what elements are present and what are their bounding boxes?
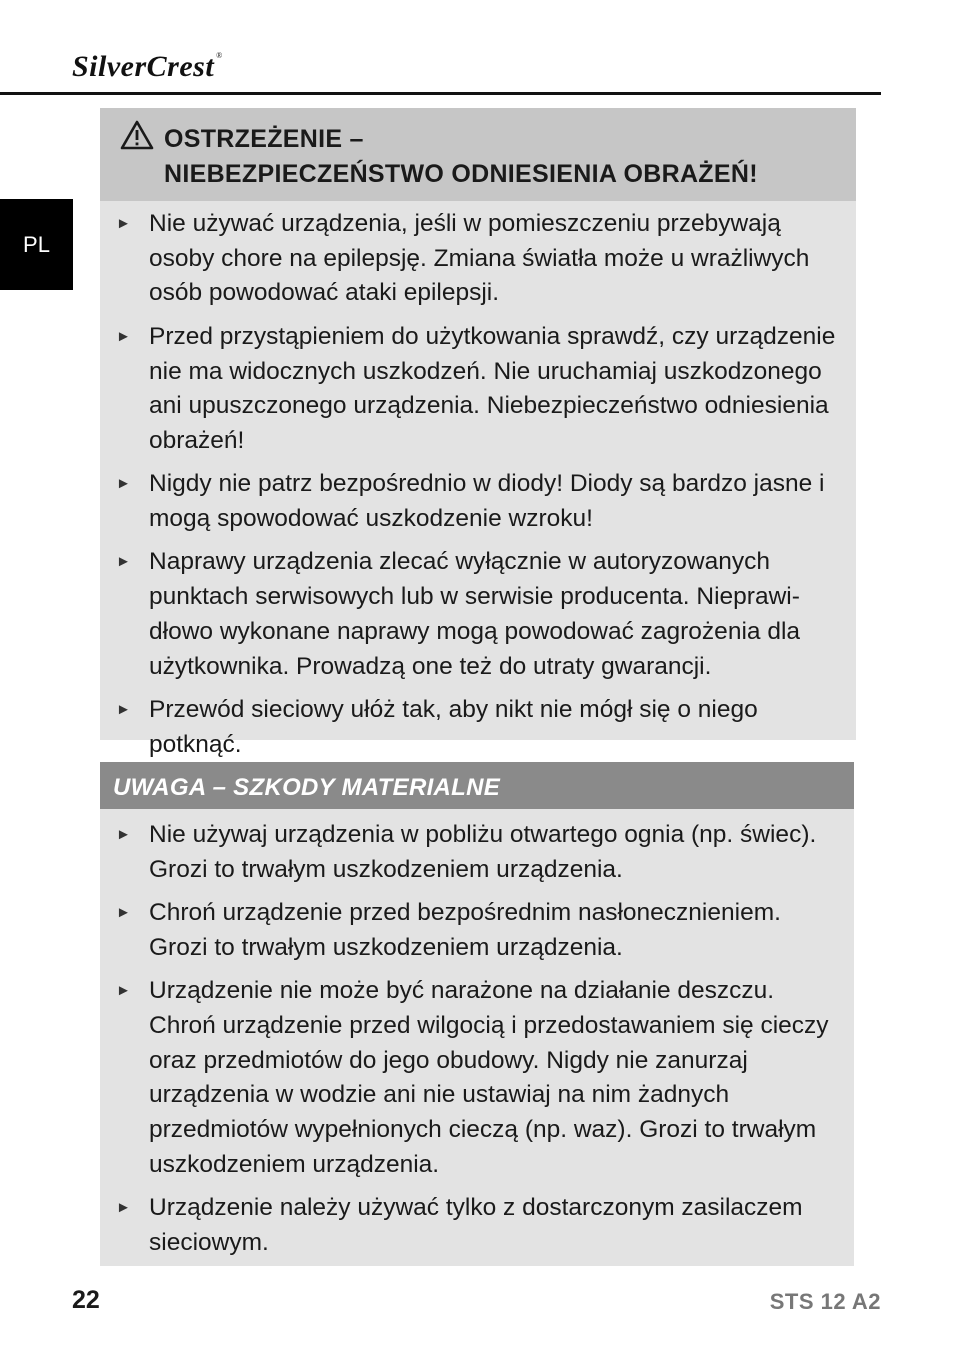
- list-item: [100, 207, 856, 311]
- warning-box: [100, 108, 856, 758]
- list-item: [100, 693, 856, 762]
- bullet-arrow-icon: ►: [116, 1199, 131, 1217]
- list-item-text: Naprawy urządzenia zlecać wyłącznie w autoryzowanych punktach serwisowych lub w serwisie producenta. Nieprawidłowo wykonane naprawy mogą powodować zagrożenia dla użytkownika. Prowadzą one też do utraty gwarancji.: [149, 548, 801, 680]
- list-item-text: Przewód sieciowy ułóż tak, aby nikt nie mógł się o niego potknąć.: [149, 695, 758, 758]
- warning-list: [100, 201, 856, 762]
- bullet-arrow-icon: ►: [116, 215, 131, 232]
- brand-logo: [72, 52, 223, 82]
- warning-triangle-icon: [120, 120, 154, 150]
- list-item-text: Nigdy nie patrz bezpośrednio w diody! Diody są bardzo jasne i mogą spowodować uszkodzenie wzroku!: [149, 470, 825, 532]
- bullet-arrow-icon: ►: [116, 826, 131, 843]
- bullet-arrow-icon: ►: [116, 700, 131, 718]
- list-item-text: Nie używać urządzenia, jeśli w pomieszczeniu przebywają osoby chore na epilepsję. Zmiana światła może u wrażliwych osób powodować ataki epilepsji.: [149, 210, 810, 307]
- list-item-text: Nie używaj urządzenia w pobliżu otwartego ognia (np. świec). Grozi to trwałym uszkodzeniem urządzenia.: [149, 821, 817, 883]
- bullet-arrow-icon: ►: [116, 982, 131, 1000]
- notice-box: [100, 762, 854, 1266]
- bullet-arrow-icon: ►: [116, 904, 131, 922]
- brand-name: SilverCrest: [72, 50, 215, 83]
- warning-title-line2: NIEBEZPIECZEŃSTWO ODNIESIENIA OBRAŻEŃ!: [164, 160, 758, 188]
- warning-header: [100, 108, 856, 201]
- notice-list: [100, 809, 854, 1261]
- list-item-text: Urządzenie należy używać tylko z dostarczonym zasilaczem sieciowym.: [149, 1194, 803, 1256]
- list-item: [100, 818, 854, 887]
- list-item-text: Przed przystąpieniem do użytkowania sprawdź, czy urządzenie nie ma widocznych uszkodzeń. Nie uruchamiaj uszkodzonego ani upuszczonego urządzenia. Niebezpieczeństwo odniesienia obrażeń!: [149, 322, 836, 454]
- model-number: STS 12 A2: [769, 1289, 881, 1314]
- bullet-arrow-icon: ►: [116, 475, 131, 493]
- list-item-text: Urządzenie nie może być narażone na działanie deszczu. Chroń urządzenie przed wilgocią i przedostawaniem się cieczy oraz przedmiotów do jego obudowy. Nigdy nie zanurzaj urządzenia w wodzie ani nie ustawiaj na nim żadnych przedmiotów wypełnionych cieczą (np. waz). Grozi to trwałym uszkodzeniem urządzenia.: [149, 977, 829, 1178]
- list-item: [100, 896, 854, 965]
- list-item: [100, 1191, 854, 1260]
- list-item: [100, 545, 856, 684]
- list-item: [100, 974, 854, 1182]
- notice-header: UWAGA – SZKODY MATERIALNE: [100, 762, 854, 809]
- bullet-arrow-icon: ►: [116, 553, 131, 571]
- warning-title-line1: OSTRZEŻENIE –: [164, 125, 364, 153]
- header-divider: [0, 92, 881, 95]
- list-item-text: Chroń urządzenie przed bezpośrednim nasłonecznieniem. Grozi to trwałym uszkodzeniem urządzenia.: [149, 899, 781, 961]
- list-item: [100, 320, 856, 459]
- list-item: [100, 467, 856, 536]
- page-number: 22: [72, 1286, 100, 1314]
- language-tab: PL: [0, 199, 73, 290]
- trademark-sign: ®: [216, 51, 223, 60]
- bullet-arrow-icon: ►: [116, 327, 131, 345]
